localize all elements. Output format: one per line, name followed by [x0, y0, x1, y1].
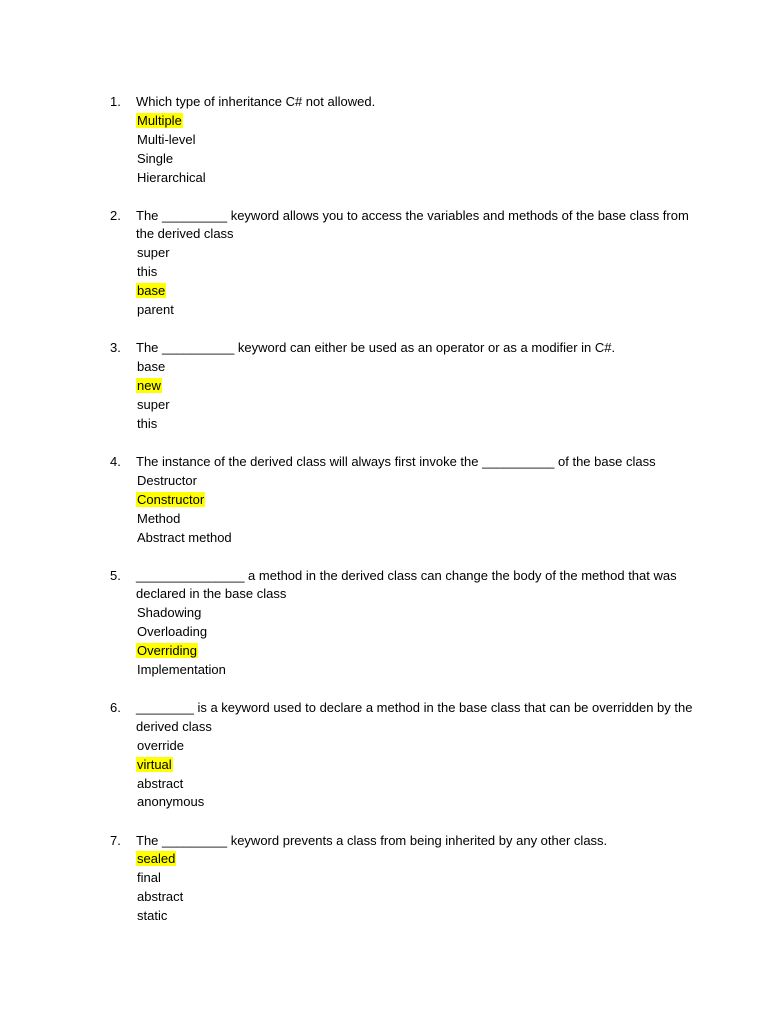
- option: this: [137, 264, 158, 280]
- correct-answer-option: base: [137, 283, 166, 299]
- question-text: The instance of the derived class will always first invoke the __________ of the base class: [136, 454, 656, 469]
- option: Overloading: [137, 624, 208, 640]
- option: static: [137, 908, 168, 924]
- option: Method: [137, 510, 181, 526]
- option-list: [136, 358, 700, 434]
- option-list: [136, 112, 700, 188]
- question-3: [110, 339, 700, 433]
- correct-answer-option: virtual: [137, 756, 172, 772]
- option-list: [136, 472, 700, 548]
- correct-answer-option: new: [137, 377, 161, 393]
- question-number: 4.: [110, 454, 121, 469]
- question-number: 6.: [110, 700, 121, 715]
- option: super: [137, 245, 170, 261]
- question-number: 1.: [110, 94, 121, 109]
- question-2: [110, 207, 700, 320]
- option: Destructor: [137, 472, 197, 488]
- option: anonymous: [137, 794, 205, 810]
- correct-answer-option: Multiple: [137, 112, 182, 128]
- option: Multi-level: [137, 131, 196, 147]
- option: final: [137, 870, 161, 886]
- question-text: The _________ keyword allows you to access the variables and methods of the base class from the derived class: [136, 207, 689, 242]
- question-6: [110, 699, 700, 812]
- question-text: ________ is a keyword used to declare a method in the base class that can be overridden by the derived class: [136, 700, 693, 734]
- question-text: The _________ keyword prevents a class from being inherited by any other class.: [136, 832, 608, 848]
- option: abstract: [137, 889, 184, 905]
- option: override: [137, 737, 184, 753]
- question-text: _______________ a method in the derived class can change the body of the method that was declared in the base class: [136, 567, 677, 602]
- option: base: [137, 358, 166, 374]
- correct-answer-option: sealed: [137, 851, 176, 867]
- question-number: 7.: [110, 832, 121, 848]
- question-7: [110, 832, 700, 926]
- question-1: [110, 93, 700, 187]
- option: abstract: [137, 775, 184, 791]
- option: Implementation: [137, 661, 226, 677]
- option: Single: [137, 150, 174, 166]
- option-list: [136, 737, 700, 813]
- question-4: [110, 453, 700, 547]
- option-list: [136, 850, 700, 926]
- question-text: Which type of inheritance C# not allowed.: [136, 94, 376, 109]
- option: Abstract method: [137, 529, 232, 545]
- question-number: 3.: [110, 340, 121, 355]
- correct-answer-option: Overriding: [137, 643, 197, 659]
- option: Hierarchical: [137, 169, 206, 185]
- correct-answer-option: Constructor: [137, 491, 205, 507]
- option-list: [136, 604, 700, 680]
- option: parent: [137, 301, 174, 317]
- question-number: 2.: [110, 207, 121, 223]
- option-list: [136, 244, 700, 320]
- option: super: [137, 396, 170, 412]
- question-number: 5.: [110, 567, 121, 583]
- question-5: [110, 567, 700, 680]
- option: Shadowing: [137, 605, 202, 621]
- option: this: [137, 415, 158, 431]
- question-text: The __________ keyword can either be used as an operator or as a modifier in C#.: [136, 340, 616, 355]
